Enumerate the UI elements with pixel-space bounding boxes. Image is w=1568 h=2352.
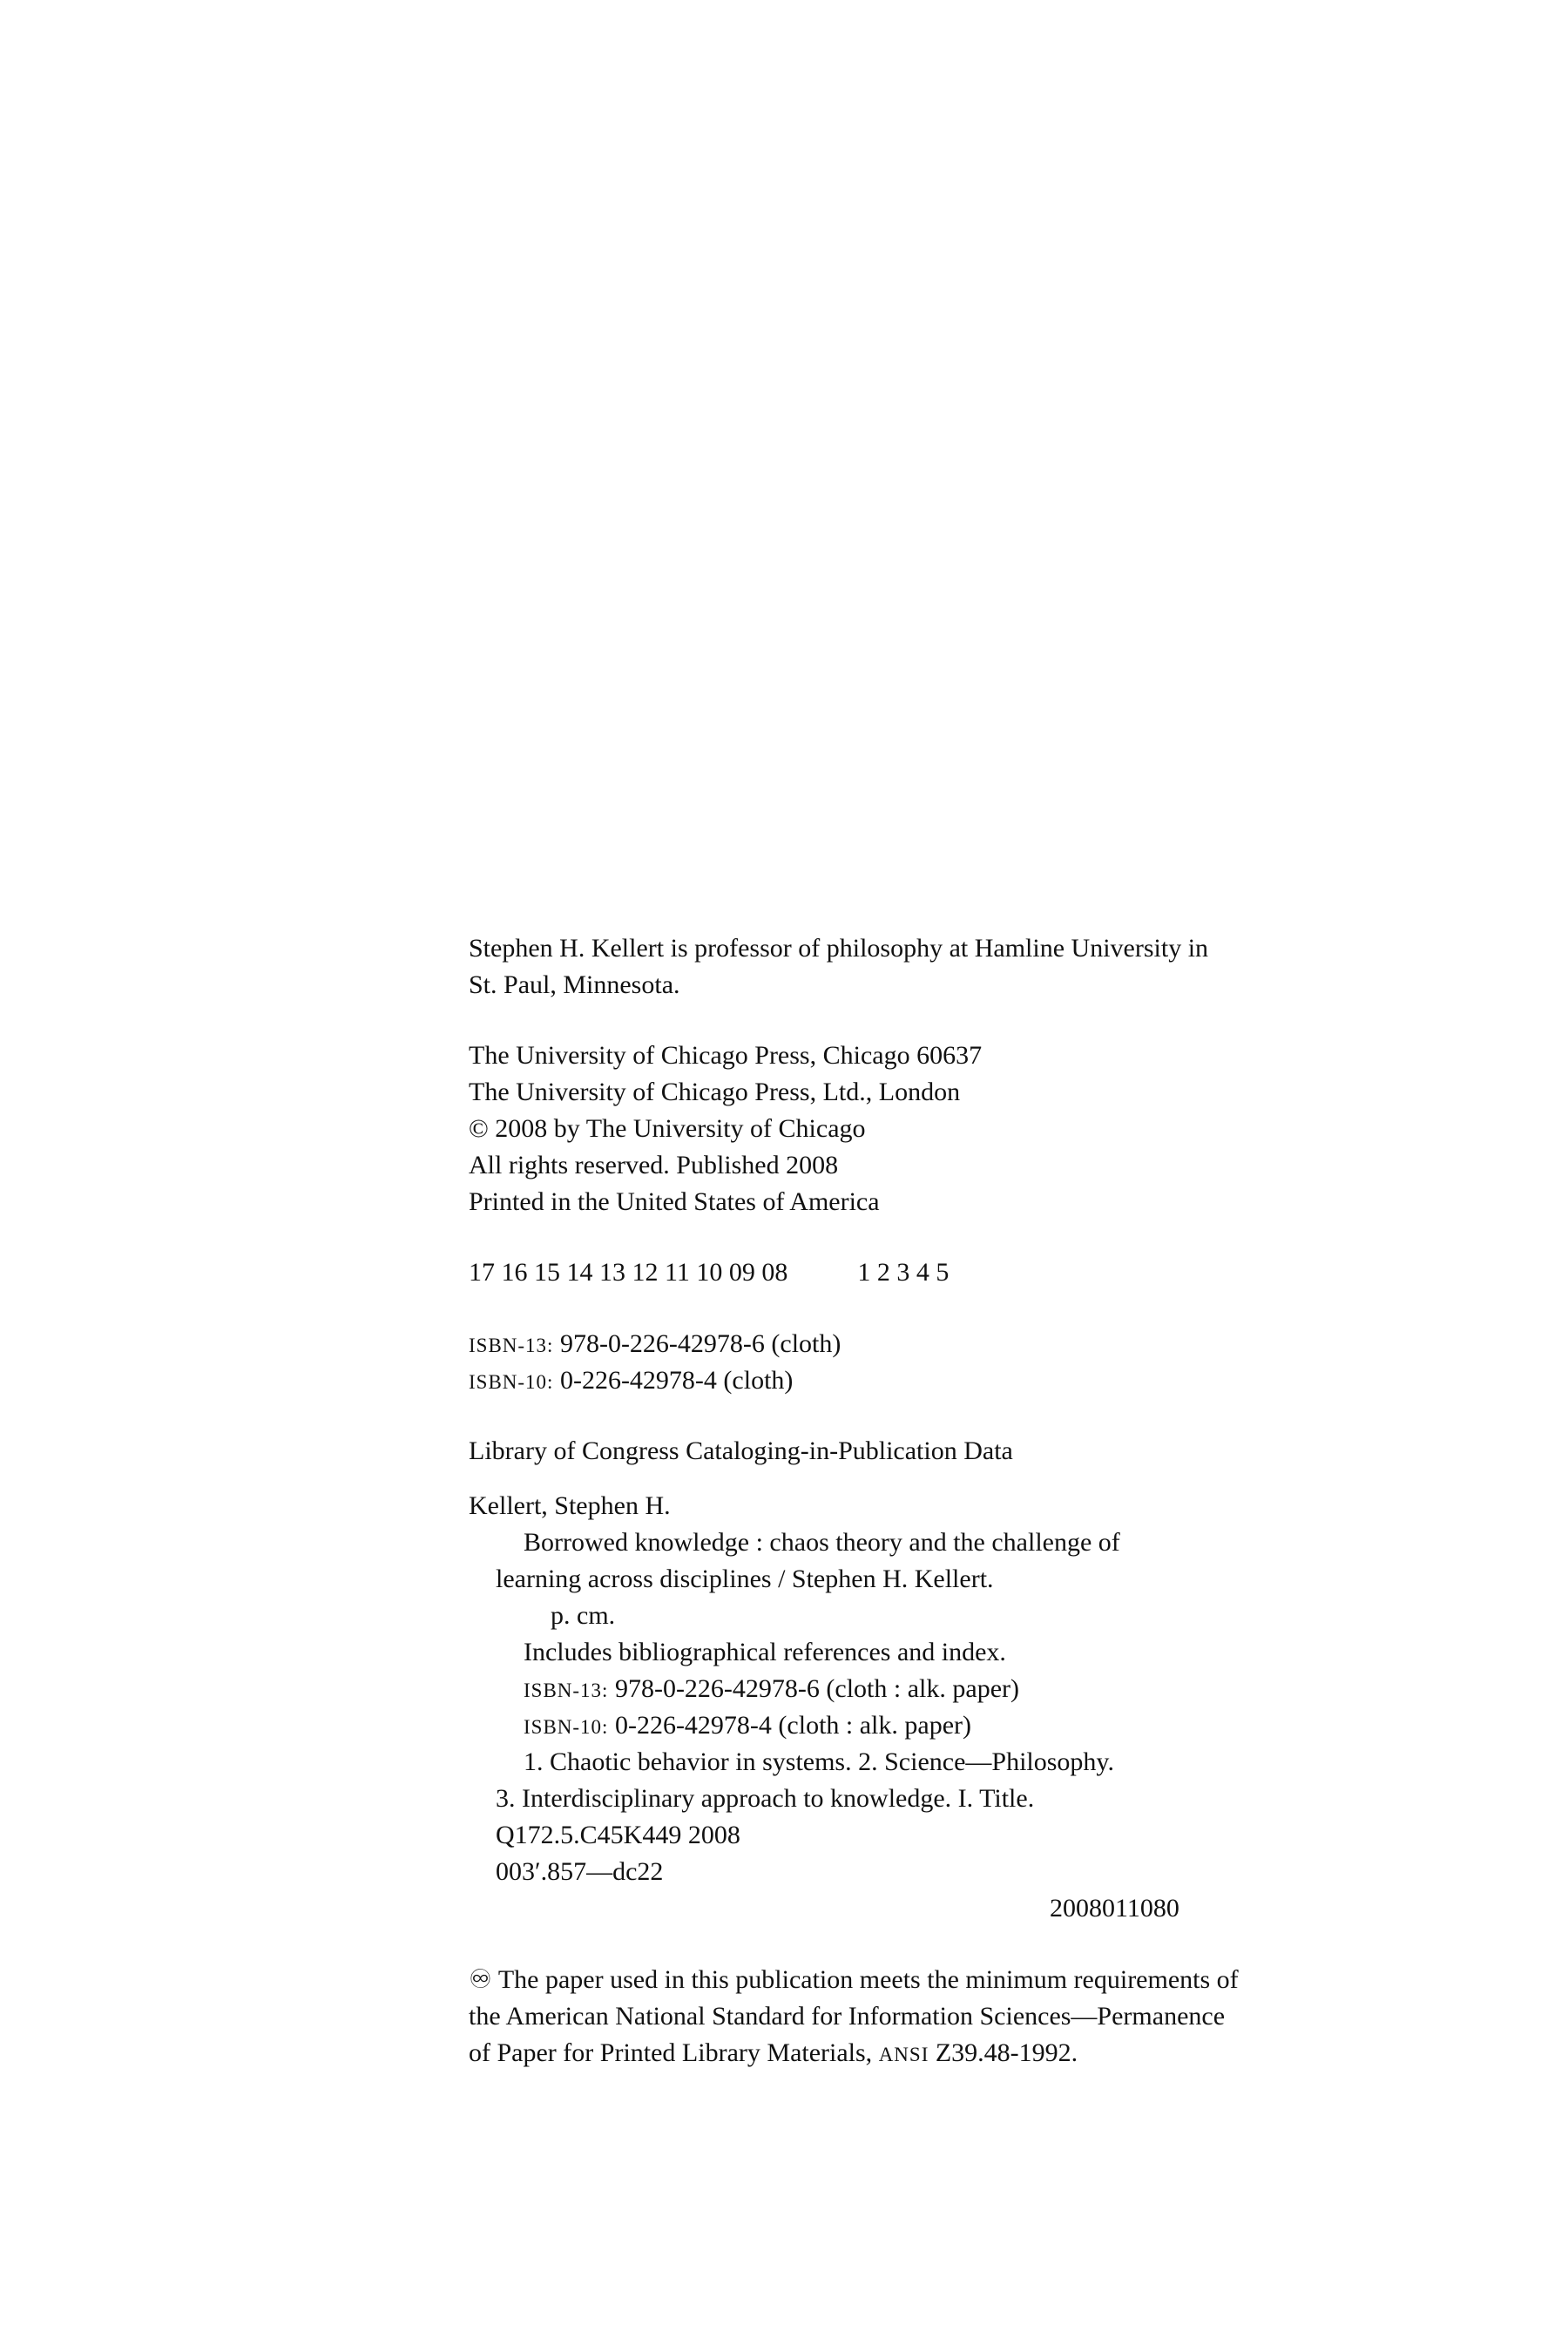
printing-line	[469, 1254, 1340, 1291]
copyright-line: © 2008 by The University of Chicago	[469, 1114, 866, 1143]
isbn10-value: 0-226-42978-4 (cloth)	[559, 1366, 794, 1395]
cip-heading-text: Library of Congress Cataloging-in-Publication Data	[469, 1436, 1013, 1465]
cip-title-line: learning across disciplines / Stephen H. Kellert.	[496, 1565, 994, 1593]
printing-impressions: 1 2 3 4 5	[857, 1258, 950, 1287]
cip-isbn13-label: ISBN-13:	[524, 1680, 609, 1701]
cip-isbn10-label: ISBN-10:	[524, 1716, 609, 1738]
cip-title-line: Borrowed knowledge : chaos theory and the challenge of	[524, 1528, 1120, 1557]
ansi-label: ANSI	[878, 2044, 929, 2065]
cip-lc-class: Q172.5.C45K449 2008	[496, 1821, 740, 1849]
cip-subjects-line: 1. Chaotic behavior in systems. 2. Science—Philosophy.	[524, 1747, 1114, 1776]
isbn10-line	[469, 1362, 1340, 1399]
ansi-standard: Z39.48-1992.	[935, 2038, 1078, 2067]
rights-line: All rights reserved. Published 2008	[469, 1151, 839, 1179]
cip-dewey: 003′.857—dc22	[496, 1857, 664, 1886]
cip-isbn10-line	[469, 1707, 1340, 1744]
printed-line: Printed in the United States of America	[469, 1187, 880, 1216]
isbn-block	[469, 1326, 1340, 1399]
author-bio-line: St. Paul, Minnesota.	[469, 970, 680, 999]
author-bio-line: Stephen H. Kellert is professor of philosophy at Hamline University in	[469, 934, 1209, 963]
isbn13-label: ISBN-13:	[469, 1335, 554, 1356]
cip-heading	[469, 1433, 1340, 1470]
cip-pages: p. cm.	[551, 1601, 616, 1630]
cip-isbn13-line	[469, 1671, 1340, 1707]
paper-notice-line: the American National Standard for Information Sciences—Permanence	[469, 2002, 1226, 2031]
cip-notes: Includes bibliographical references and index.	[524, 1638, 1006, 1666]
paper-notice	[469, 1962, 1340, 2072]
cip-record	[469, 1488, 1340, 1890]
author-bio	[469, 930, 1340, 1004]
cip-subjects-line: 3. Interdisciplinary approach to knowledge. I. Title.	[496, 1784, 1035, 1813]
isbn10-label: ISBN-10:	[469, 1371, 554, 1393]
printing-years: 17 16 15 14 13 12 11 10 09 08	[469, 1258, 788, 1287]
paper-notice-line	[469, 2035, 1340, 2072]
publisher-line: The University of Chicago Press, Ltd., London	[469, 1078, 961, 1106]
paper-notice-text: of Paper for Printed Library Materials,	[469, 2038, 873, 2067]
isbn13-value: 978-0-226-42978-6 (cloth)	[559, 1329, 841, 1358]
publisher-info	[469, 1037, 1340, 1220]
publisher-line: The University of Chicago Press, Chicago 60637	[469, 1041, 983, 1070]
cip-isbn10-value: 0-226-42978-4 (cloth : alk. paper)	[614, 1711, 971, 1740]
cip-isbn13-value: 978-0-226-42978-6 (cloth : alk. paper)	[614, 1674, 1019, 1703]
cip-author: Kellert, Stephen H.	[469, 1491, 671, 1520]
cip-lccn: 2008011080	[1050, 1894, 1179, 1923]
isbn13-line	[469, 1326, 1340, 1362]
paper-notice-line: ♾ The paper used in this publication meets the minimum requirements of	[469, 1965, 1239, 1994]
